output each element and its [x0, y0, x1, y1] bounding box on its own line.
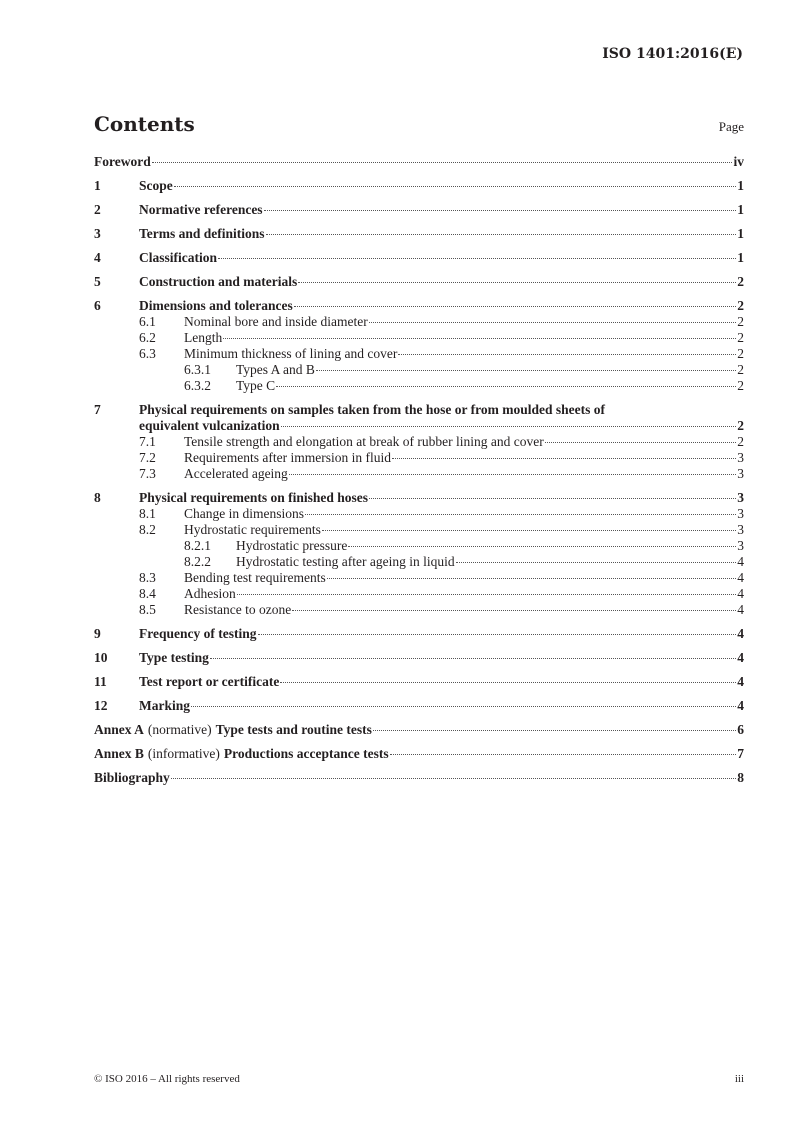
dot-leader: [223, 338, 736, 339]
toc-entry-title: Foreword: [94, 154, 151, 169]
toc-entry-title: Resistance to ozone: [184, 602, 292, 617]
toc-entry-title-continued: equivalent vulcanization: [139, 418, 280, 433]
toc-entry-page: 4: [737, 586, 744, 601]
toc-entry-number: 8.4: [139, 586, 156, 601]
toc-entry-number: 3: [94, 226, 101, 241]
dot-leader: [545, 442, 737, 443]
toc-entry-page: 1: [737, 178, 744, 193]
toc-entry[interactable]: [94, 586, 744, 602]
dot-leader: [294, 306, 736, 307]
toc-entry-page: 2: [737, 274, 744, 289]
dot-leader: [305, 514, 736, 515]
toc-entry-title: Type tests and routine tests: [215, 722, 372, 737]
toc-entry-page: 3: [737, 490, 744, 505]
toc-entry-title: Requirements after immersion in fluid: [184, 450, 391, 465]
dot-leader: [456, 562, 737, 563]
toc-entry-number: 8.2.2: [184, 554, 211, 569]
table-of-contents: [94, 154, 744, 786]
toc-entry-number: 5: [94, 274, 101, 289]
toc-entry-title: Terms and definitions: [139, 226, 265, 241]
toc-entry-page: 3: [737, 538, 744, 553]
toc-entry[interactable]: [94, 434, 744, 450]
toc-entry[interactable]: [94, 466, 744, 482]
dot-leader: [289, 474, 736, 475]
dot-leader: [369, 322, 737, 323]
toc-entry[interactable]: [94, 746, 744, 762]
toc-entry-title: Change in dimensions: [184, 506, 304, 521]
dot-leader: [292, 610, 736, 611]
toc-entry-title: Type testing: [139, 650, 209, 665]
toc-entry-page: 2: [737, 330, 744, 345]
toc-entry-page: 8: [737, 770, 744, 785]
page-number: iii: [734, 1073, 744, 1085]
toc-entry-page: 1: [737, 202, 744, 217]
dot-leader: [373, 730, 736, 731]
contents-title: Contents: [94, 112, 195, 136]
toc-entry-number: 6.2: [139, 330, 156, 345]
toc-entry[interactable]: [94, 674, 744, 690]
toc-entry-title: Marking: [139, 698, 191, 713]
toc-entry-title: Bibliography: [94, 770, 170, 785]
toc-entry-page: iv: [733, 154, 744, 169]
toc-entry-title: Scope: [139, 178, 173, 193]
toc-entry[interactable]: [94, 330, 744, 346]
toc-entry[interactable]: [94, 298, 744, 314]
toc-entry-page: 4: [737, 626, 744, 641]
toc-entry-page: 2: [737, 362, 744, 377]
toc-entry-page: 3: [737, 506, 744, 521]
dot-leader: [218, 258, 736, 259]
dot-leader: [369, 498, 736, 499]
toc-entry-title: Test report or certificate: [139, 674, 280, 689]
toc-entry-page: 2: [737, 314, 744, 329]
toc-entry-title: Construction and materials: [139, 274, 298, 289]
toc-entry-title: Length: [184, 330, 223, 345]
toc-entry-page: 4: [737, 554, 744, 569]
toc-entry-title: Types A and B: [236, 362, 315, 377]
toc-entry[interactable]: [94, 722, 744, 738]
toc-entry-number: 6.3.2: [184, 378, 211, 393]
toc-entry-page: 2: [737, 434, 744, 449]
toc-entry[interactable]: [94, 570, 744, 586]
toc-entry-number: 2: [94, 202, 101, 217]
dot-leader: [171, 778, 736, 779]
toc-entry[interactable]: [94, 506, 744, 522]
toc-entry-page: 4: [737, 570, 744, 585]
toc-entry-page: 4: [737, 674, 744, 689]
toc-entry-number: 11: [94, 674, 107, 689]
dot-leader: [327, 578, 737, 579]
toc-entry[interactable]: [94, 178, 744, 194]
dot-leader: [348, 546, 736, 547]
toc-entry-page: 7: [737, 746, 744, 761]
toc-entry-number: 6.1: [139, 314, 156, 329]
dot-leader: [258, 634, 737, 635]
toc-entry-title: Minimum thickness of lining and cover: [184, 346, 398, 361]
dot-leader: [174, 186, 737, 187]
toc-entry-number: 7.2: [139, 450, 156, 465]
toc-entry[interactable]: [94, 378, 744, 394]
toc-entry-title: Hydrostatic pressure: [236, 538, 348, 553]
toc-entry-number: 7.3: [139, 466, 156, 481]
toc-entry[interactable]: [94, 450, 744, 466]
toc-entry-page: 1: [737, 226, 744, 241]
toc-entry-number: 8.1: [139, 506, 156, 521]
dot-leader: [322, 530, 736, 531]
dot-leader: [237, 594, 737, 595]
dot-leader: [398, 354, 736, 355]
dot-leader: [191, 706, 736, 707]
dot-leader: [390, 754, 737, 755]
toc-entry-title: Hydrostatic testing after ageing in liquid: [236, 554, 455, 569]
toc-entry-page: 1: [737, 250, 744, 265]
dot-leader: [276, 386, 736, 387]
toc-entry-title: Normative references: [139, 202, 263, 217]
toc-entry-number: 6: [94, 298, 101, 313]
annex-qualifier: (normative): [147, 722, 212, 737]
toc-entry-number: 6.3: [139, 346, 156, 361]
toc-entry-page: 4: [737, 698, 744, 713]
toc-entry-title: Physical requirements on samples taken from the hose or from moulded sheets of: [139, 402, 605, 417]
toc-entry-number: 8: [94, 490, 101, 505]
dot-leader: [280, 682, 736, 683]
toc-entry-title: Frequency of testing: [139, 626, 257, 641]
toc-entry[interactable]: [94, 770, 744, 786]
copyright-notice: © ISO 2016 – All rights reserved: [94, 1073, 240, 1085]
dot-leader: [210, 658, 736, 659]
dot-leader: [152, 162, 733, 163]
toc-entry[interactable]: [94, 402, 744, 434]
dot-leader: [264, 210, 737, 211]
toc-entry[interactable]: [94, 250, 744, 266]
annex-label: Annex A: [94, 722, 144, 737]
toc-entry-title: Dimensions and tolerances: [139, 298, 293, 313]
page-column-label: Page: [718, 119, 744, 134]
dot-leader: [392, 458, 736, 459]
dot-leader: [298, 282, 736, 283]
toc-entry-page: 3: [737, 466, 744, 481]
toc-entry-number: 8.3: [139, 570, 156, 585]
toc-entry[interactable]: [94, 602, 744, 618]
annex-qualifier: (informative): [147, 746, 220, 761]
toc-entry-number: 7.1: [139, 434, 156, 449]
toc-entry-number: 12: [94, 698, 108, 713]
toc-entry[interactable]: [94, 274, 744, 290]
toc-entry-number: 6.3.1: [184, 362, 211, 377]
toc-entry[interactable]: [94, 650, 744, 666]
document-id: ISO 1401:2016(E): [602, 46, 743, 62]
toc-entry-number: 8.5: [139, 602, 156, 617]
toc-entry-number: 10: [94, 650, 108, 665]
toc-entry-title: Productions acceptance tests: [223, 746, 389, 761]
dot-leader: [316, 370, 736, 371]
toc-entry-title: Type C: [236, 378, 276, 393]
toc-entry-page: 4: [737, 602, 744, 617]
toc-entry[interactable]: [94, 554, 744, 570]
toc-entry-page: 2: [737, 418, 744, 433]
toc-entry-page: 6: [737, 722, 744, 737]
page-footer: [94, 1073, 744, 1087]
toc-entry[interactable]: [94, 202, 744, 218]
toc-entry[interactable]: [94, 362, 744, 378]
toc-entry[interactable]: [94, 626, 744, 642]
toc-entry-title: Hydrostatic requirements: [184, 522, 321, 537]
toc-entry[interactable]: [94, 522, 744, 538]
toc-entry[interactable]: [94, 314, 744, 330]
toc-entry[interactable]: [94, 346, 744, 362]
toc-entry-title: Adhesion: [184, 586, 236, 601]
toc-entry[interactable]: [94, 226, 744, 242]
toc-entry-page: 2: [737, 378, 744, 393]
annex-label: Annex B: [94, 746, 144, 761]
toc-entry-page: 3: [737, 522, 744, 537]
toc-entry-page: 4: [737, 650, 744, 665]
toc-entry-number: 1: [94, 178, 101, 193]
toc-entry-title: Nominal bore and inside diameter: [184, 314, 368, 329]
toc-entry-title: Classification: [139, 250, 218, 265]
toc-entry-title: Physical requirements on finished hoses: [139, 490, 369, 505]
toc-entry-title: Accelerated ageing: [184, 466, 288, 481]
toc-entry-title: Bending test requirements: [184, 570, 326, 585]
dot-leader: [281, 426, 737, 427]
dot-leader: [266, 234, 737, 235]
toc-entry-number: 9: [94, 626, 101, 641]
toc-entry[interactable]: [94, 698, 744, 714]
toc-entry-number: 4: [94, 250, 101, 265]
toc-entry[interactable]: [94, 490, 744, 506]
toc-entry-number: 7: [94, 402, 101, 417]
contents-header: [94, 112, 744, 136]
toc-entry[interactable]: [94, 154, 744, 170]
toc-entry-page: 2: [737, 298, 744, 313]
toc-entry-title: Tensile strength and elongation at break of rubber lining and cover: [184, 434, 544, 449]
toc-entry-page: 2: [737, 346, 744, 361]
toc-entry-number: 8.2: [139, 522, 156, 537]
toc-entry-page: 3: [737, 450, 744, 465]
toc-entry[interactable]: [94, 538, 744, 554]
toc-entry-number: 8.2.1: [184, 538, 211, 553]
